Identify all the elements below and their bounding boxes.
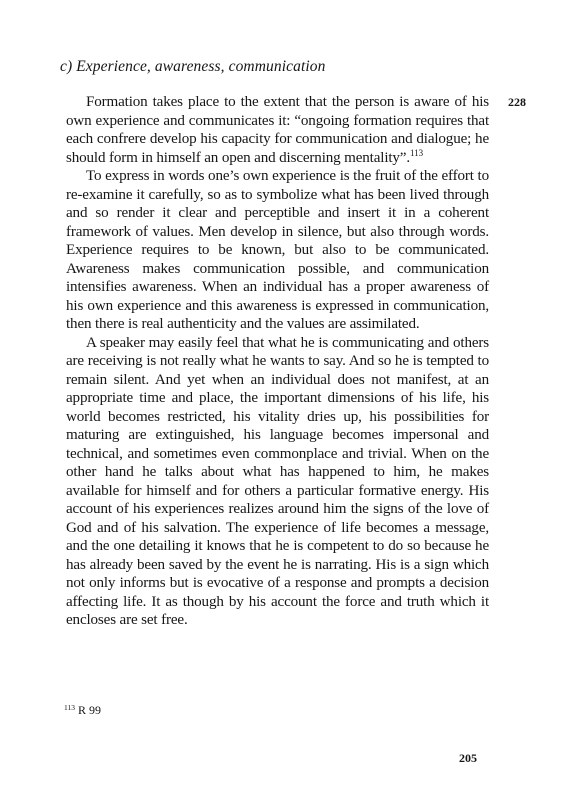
body-text: [66, 93, 489, 630]
paragraph-3: A speaker may easily feel that what he is communicating and others are receiving is not really what he wants to say. And so he is tempted to remain silent. And yet when an individual does not manifest, at an appropriate time and place, the important dimensions of his life, his world becomes restricted, his vitality dries up, his possibilities for maturing are extinguished, his language becomes impersonal and technical, and sometimes even commonplace and trivial. When on the other hand he talks about what has happened to him, he makes available for himself and for others a particular formative energy. His account of his experiences realizes around him the signs of the love of God and of his salvation. The experience of life becomes a message, and the one detailing it knows that he is competent to do so because he has already been saved by the event he is narrating. His is a sign which not only informs but is evocative of a response and prompts a decision affecting life. It as though by his account the force and truth which it encloses are set free.: [66, 334, 489, 628]
footnote-text: R 99: [77, 703, 101, 717]
paragraph-1-text: Formation takes place to the extent that the person is aware of his own experience and communicates it: “ongoing formation requires that each confrere develop his capacity for communication and dialogue; he should form in himself an open and discerning mentality”.: [66, 94, 489, 166]
section-heading: c) Experience, awareness, communication: [60, 58, 326, 75]
footnote: [64, 703, 101, 718]
paragraph-2: To express in words one’s own experience is the fruit of the effort to re-examine it carefully, so as to symbolize what has been lived through and so render it clear and perceptible and insert it in a coherent framework of values. Men develop in silence, but also through words. Experience requires to be known, but also to be communicated. Awareness makes communication possible, and communication intensifies awareness. When an individual has a proper awareness of his own experience and this awareness is expressed in communication, then there is real authenticity and the values are assimilated.: [66, 168, 489, 332]
margin-article-number: 228: [508, 95, 526, 109]
paragraph-1: [66, 93, 489, 167]
footnote-marker: 113: [64, 703, 75, 712]
page-number: 205: [459, 751, 477, 765]
footnote-reference: 113: [409, 147, 424, 158]
